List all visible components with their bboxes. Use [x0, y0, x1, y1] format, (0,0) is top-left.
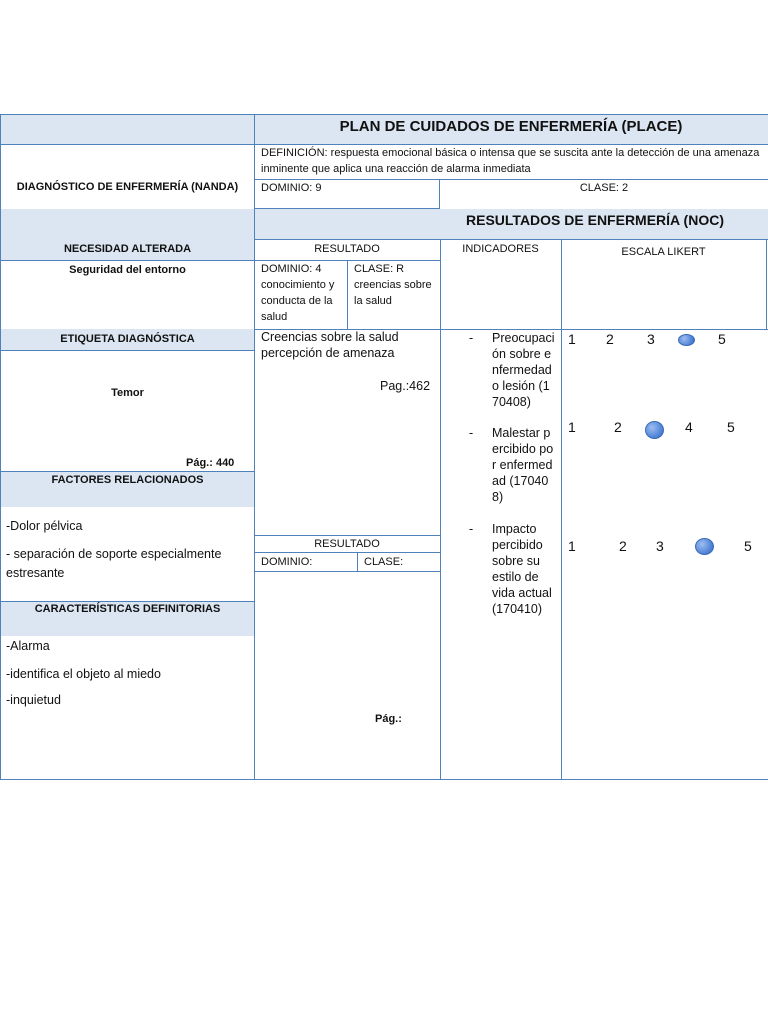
etiqueta-label: ETIQUETA DIAGNÓSTICA: [60, 333, 195, 345]
resultado2-clase-divider: [357, 553, 358, 572]
factor-item: - separación de soporte especialmente estresante: [6, 547, 222, 580]
likert-number: 5: [744, 538, 752, 554]
likert-number: 2: [614, 419, 622, 435]
likert-number: 1: [568, 331, 576, 347]
page-title: PLAN DE CUIDADOS DE ENFERMERÍA (PLACE): [339, 118, 683, 135]
indicador-text: Preocupación sobre enfermedad o lesión (170408): [492, 331, 555, 409]
etiqueta-pag: Pág.: 440: [186, 457, 235, 469]
indicador-dash: -: [469, 426, 474, 440]
factores-label: FACTORES RELACIONADOS: [51, 474, 204, 486]
caracteristica-item: -Alarma: [6, 639, 50, 653]
resultado-pag: Pag.:462: [380, 379, 431, 393]
resultado2-dominio: DOMINIO:: [261, 556, 313, 568]
indicadores-label: INDICADORES: [462, 243, 539, 255]
definicion-text: DEFINICIÓN: respuesta emocional básica o intensa que se suscita ante la detección de una amenaza inminente que aplica una reacción de alarma inmediata: [261, 147, 760, 175]
likert-number: 2: [606, 331, 614, 347]
resultado2-pag: Pág.:: [375, 713, 402, 725]
likert-number: 3: [647, 331, 655, 347]
col-line: [561, 239, 562, 780]
noc-row-left: [1, 209, 254, 239]
likert-number: 1: [568, 419, 576, 435]
factor-item: -Dolor pélvica: [6, 519, 83, 533]
caracteristica-item: -identifica el objeto al miedo: [6, 667, 161, 681]
likert-number: 5: [718, 331, 726, 347]
likert-selected-dot: [678, 334, 695, 346]
noc-title: RESULTADOS DE ENFERMERÍA (NOC): [466, 212, 724, 228]
likert-selected-dot: [695, 538, 714, 555]
necesidad-label: NECESIDAD ALTERADA: [63, 243, 192, 255]
likert-number: 4: [685, 419, 693, 435]
necesidad-value: Seguridad del entorno: [69, 264, 186, 276]
indicador-dash: -: [469, 331, 474, 345]
resultado-clase-divider: [347, 261, 348, 329]
likert-number: 2: [619, 538, 627, 554]
title-row-left: [1, 115, 254, 144]
resultado-text: Creencias sobre la salud percepción de amenaza: [261, 330, 399, 360]
resultado2-clase: CLASE:: [364, 556, 404, 568]
indicador-text: Impacto percibido sobre su estilo de vida actual (170410): [492, 522, 552, 616]
indicador-dash: -: [469, 522, 474, 536]
etiqueta-value: Temor: [111, 387, 144, 399]
nanda-label: DIAGNÓSTICO DE ENFERMERÍA (NANDA): [16, 181, 239, 193]
likert-number: 5: [727, 419, 735, 435]
caracteristica-item: -inquietud: [6, 693, 61, 707]
nanda-clase: CLASE: 2: [579, 182, 629, 194]
indicador-text: Malestar percibido por enfermedad (170408): [492, 426, 554, 504]
resultado2-label: RESULTADO: [314, 538, 380, 550]
caracteristicas-label: CARACTERÍSTICAS DEFINITORIAS: [34, 603, 221, 615]
resultado-dominio: DOMINIO: 4 conocimiento y conducta de la salud: [261, 263, 335, 323]
likert-number: 1: [568, 538, 576, 554]
likert-label: ESCALA LIKERT: [621, 246, 706, 258]
col-line: [254, 239, 255, 780]
likert-selected-dot: [645, 421, 664, 439]
resultado-label: RESULTADO: [314, 243, 380, 255]
likert-number: 3: [656, 538, 664, 554]
col-line: [766, 239, 767, 329]
col-line: [440, 239, 441, 780]
resultado-clase: CLASE: R creencias sobre la salud: [354, 263, 432, 307]
nanda-dominio: DOMINIO: 9: [261, 182, 322, 194]
